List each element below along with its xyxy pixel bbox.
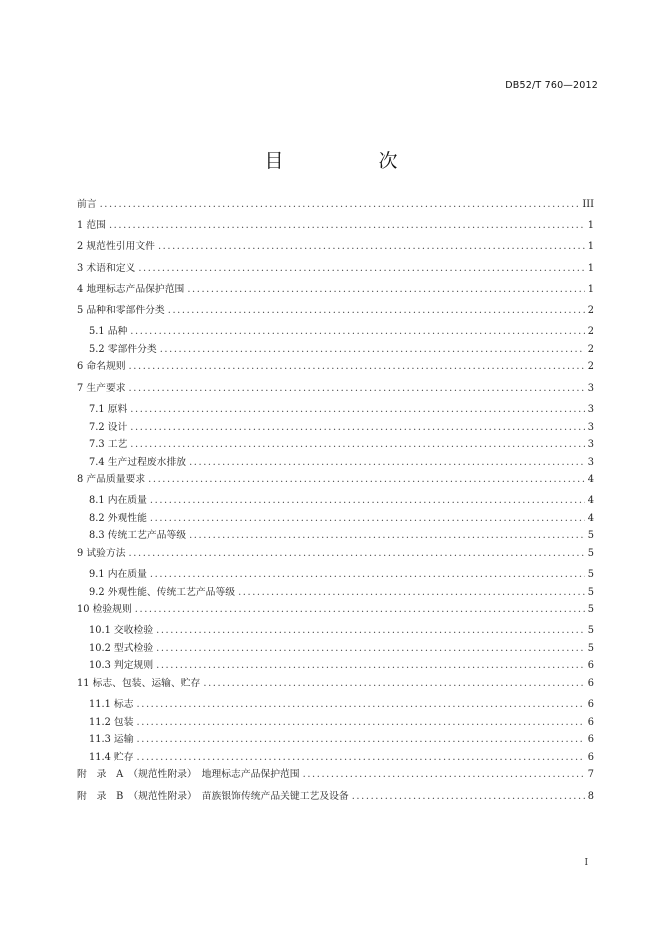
- toc-entry-leader: [156, 643, 585, 655]
- toc-entry-label: 11.2 包装: [89, 716, 134, 728]
- toc-entry-page: 5: [587, 569, 594, 581]
- toc-entry[interactable]: [77, 569, 594, 587]
- toc-entry[interactable]: [77, 361, 594, 382]
- toc-entry[interactable]: [77, 284, 594, 305]
- toc-entry[interactable]: [77, 199, 594, 220]
- toc-entry-page: 3: [587, 404, 594, 416]
- toc-entry-leader: [129, 548, 585, 560]
- toc-entry-leader: [130, 326, 584, 338]
- toc-entry-leader: [352, 791, 585, 803]
- toc-entry-page: 3: [587, 421, 594, 433]
- toc-entry-page: 6: [587, 677, 594, 689]
- toc-entry-leader: [303, 769, 585, 781]
- toc-entry-label: 10.2 型式检验: [89, 642, 154, 654]
- toc-entry-label: 1 范围: [77, 220, 106, 231]
- toc-entry-leader: [137, 717, 585, 729]
- toc-entry[interactable]: [77, 548, 594, 569]
- toc-entry[interactable]: [77, 530, 594, 548]
- toc-entry-page: 4: [587, 474, 594, 486]
- toc-entry-page: 6: [587, 660, 594, 672]
- toc-entry-leader: [130, 404, 584, 416]
- toc-entry[interactable]: [77, 220, 594, 241]
- toc-entry-label: 10.3 判定规则: [89, 660, 154, 672]
- toc-entry[interactable]: [77, 457, 594, 475]
- toc-entry-label: 8.1 内在质量: [89, 495, 147, 507]
- toc-entry-label: 10.1 交收检验: [89, 625, 154, 637]
- toc-entry-label: 9.1 内在质量: [89, 569, 147, 581]
- page-number: I: [584, 858, 588, 868]
- toc-entry[interactable]: [77, 734, 594, 752]
- toc-entry-page: 2: [587, 305, 594, 317]
- toc-entry-leader: [238, 587, 585, 599]
- toc-entry-label: 5.2 零部件分类: [89, 343, 157, 355]
- toc-entry-leader: [129, 361, 585, 373]
- toc-entry-page: 5: [587, 642, 594, 654]
- toc-entry-leader: [158, 241, 585, 253]
- toc-entry[interactable]: [77, 660, 594, 678]
- toc-entry-page: 6: [587, 734, 594, 746]
- toc-entry-label: 7.3 工艺: [89, 439, 128, 451]
- toc-entry-label: 7 生产要求: [77, 382, 126, 394]
- toc-entry-label: 5 品种和零部件分类: [77, 305, 165, 317]
- toc-entry-page: 4: [587, 495, 594, 507]
- toc-entry-label: 8.3 传统工艺产品等级: [89, 530, 187, 542]
- toc-entry-page: 1: [587, 262, 594, 274]
- toc-entry-leader: [135, 604, 585, 616]
- toc-entry-label: 4 地理标志产品保护范围: [77, 283, 185, 295]
- toc-entry-label: 8 产品质量要求: [77, 474, 146, 486]
- toc-entry-page: 8: [587, 790, 594, 802]
- toc-entry[interactable]: [77, 643, 594, 661]
- toc-entry-page: 1: [587, 220, 594, 231]
- toc-entry[interactable]: [77, 769, 594, 790]
- toc-entry-page: 3: [587, 456, 594, 468]
- toc-entry[interactable]: [77, 305, 594, 326]
- toc-entry-page: 5: [587, 604, 594, 616]
- toc-entry-label: 11.4 贮存: [89, 751, 134, 763]
- toc-entry-leader: [137, 752, 585, 764]
- toc-entry-leader: [168, 305, 585, 317]
- toc-entry-label: 11 标志、包装、运输、贮存: [77, 677, 201, 689]
- toc-entry-leader: [156, 660, 585, 672]
- toc-entry[interactable]: [77, 678, 594, 699]
- toc-entry-page: 4: [587, 512, 594, 524]
- toc-entry-page: 6: [587, 699, 594, 711]
- toc-entry[interactable]: [77, 439, 594, 457]
- toc-entry-leader: [130, 439, 584, 451]
- doc-code: DB52/T 760—2012: [505, 80, 598, 91]
- toc-entry-leader: [150, 569, 585, 581]
- toc-entry-leader: [203, 678, 584, 690]
- toc-entry-page: 5: [587, 547, 594, 559]
- toc-entry-label: 2 规范性引用文件: [77, 241, 155, 253]
- toc-entry-page: 5: [587, 625, 594, 637]
- toc-entry[interactable]: [77, 344, 594, 362]
- toc-entry[interactable]: [77, 474, 594, 495]
- toc-entry[interactable]: [77, 604, 594, 625]
- toc-entry-label: 7.4 生产过程废水排放: [89, 456, 187, 468]
- toc-entry[interactable]: [77, 717, 594, 735]
- toc-entry-leader: [189, 530, 585, 542]
- toc-entry-label: 7.2 设计: [89, 421, 128, 433]
- toc-entry-label: 前言: [77, 199, 97, 210]
- toc-entry[interactable]: [77, 495, 594, 513]
- toc-entry-label: 附 录 B （规范性附录） 苗族银饰传统产品关键工艺及设备: [77, 790, 349, 802]
- toc-entry-page: III: [582, 199, 594, 210]
- toc-entry-leader: [148, 474, 585, 486]
- toc-entry-leader: [189, 457, 585, 469]
- toc-entry-page: 5: [587, 586, 594, 598]
- toc-entry-label: 6 命名规则: [77, 361, 126, 373]
- toc-entry[interactable]: [77, 383, 594, 404]
- toc-entry-page: 1: [587, 283, 594, 295]
- toc-entry[interactable]: [77, 513, 594, 531]
- toc-entry-label: 7.1 原料: [89, 404, 128, 416]
- toc-entry-label: 3 术语和定义: [77, 262, 136, 274]
- toc-entry-label: 5.1 品种: [89, 326, 128, 338]
- toc-list: [77, 199, 594, 812]
- toc-entry-leader: [100, 199, 580, 211]
- toc-entry[interactable]: [77, 625, 594, 643]
- toc-entry[interactable]: [77, 752, 594, 770]
- toc-entry[interactable]: [77, 699, 594, 717]
- toc-entry-leader: [138, 263, 584, 275]
- toc-entry-page: 3: [587, 439, 594, 451]
- toc-entry-page: 1: [587, 241, 594, 253]
- toc-entry-label: 10 检验规则: [77, 604, 132, 616]
- toc-entry-leader: [150, 495, 585, 507]
- toc-entry[interactable]: [77, 587, 594, 605]
- page-title: 目 次: [264, 150, 436, 172]
- toc-entry-leader: [130, 422, 584, 434]
- toc-entry-leader: [129, 383, 585, 395]
- toc-entry-label: 附 录 A （规范性附录） 地理标志产品保护范围: [77, 769, 300, 781]
- toc-entry-label: 11.1 标志: [89, 699, 134, 711]
- toc-entry-leader: [156, 625, 585, 637]
- toc-entry-leader: [187, 284, 584, 296]
- toc-entry-page: 3: [587, 382, 594, 394]
- toc-entry-page: 6: [587, 716, 594, 728]
- toc-entry-leader: [150, 513, 585, 525]
- toc-entry-page: 2: [587, 343, 594, 355]
- toc-entry-label: 9.2 外观性能、传统工艺产品等级: [89, 586, 236, 598]
- toc-entry[interactable]: [77, 404, 594, 422]
- toc-entry-leader: [109, 220, 585, 232]
- toc-entry-page: 7: [587, 769, 594, 781]
- toc-entry[interactable]: [77, 791, 594, 812]
- toc-entry[interactable]: [77, 241, 594, 262]
- toc-entry-label: 8.2 外观性能: [89, 512, 147, 524]
- toc-entry-label: 9 试验方法: [77, 547, 126, 559]
- toc-entry-leader: [137, 734, 585, 746]
- toc-entry-page: 6: [587, 751, 594, 763]
- toc-entry[interactable]: [77, 326, 594, 344]
- toc-entry-leader: [137, 699, 585, 711]
- toc-entry-page: 2: [587, 326, 594, 338]
- toc-entry-page: 2: [587, 361, 594, 373]
- toc-entry[interactable]: [77, 263, 594, 284]
- toc-entry-page: 5: [587, 530, 594, 542]
- toc-entry-leader: [160, 344, 585, 356]
- toc-entry[interactable]: [77, 422, 594, 440]
- toc-entry-label: 11.3 运输: [89, 734, 134, 746]
